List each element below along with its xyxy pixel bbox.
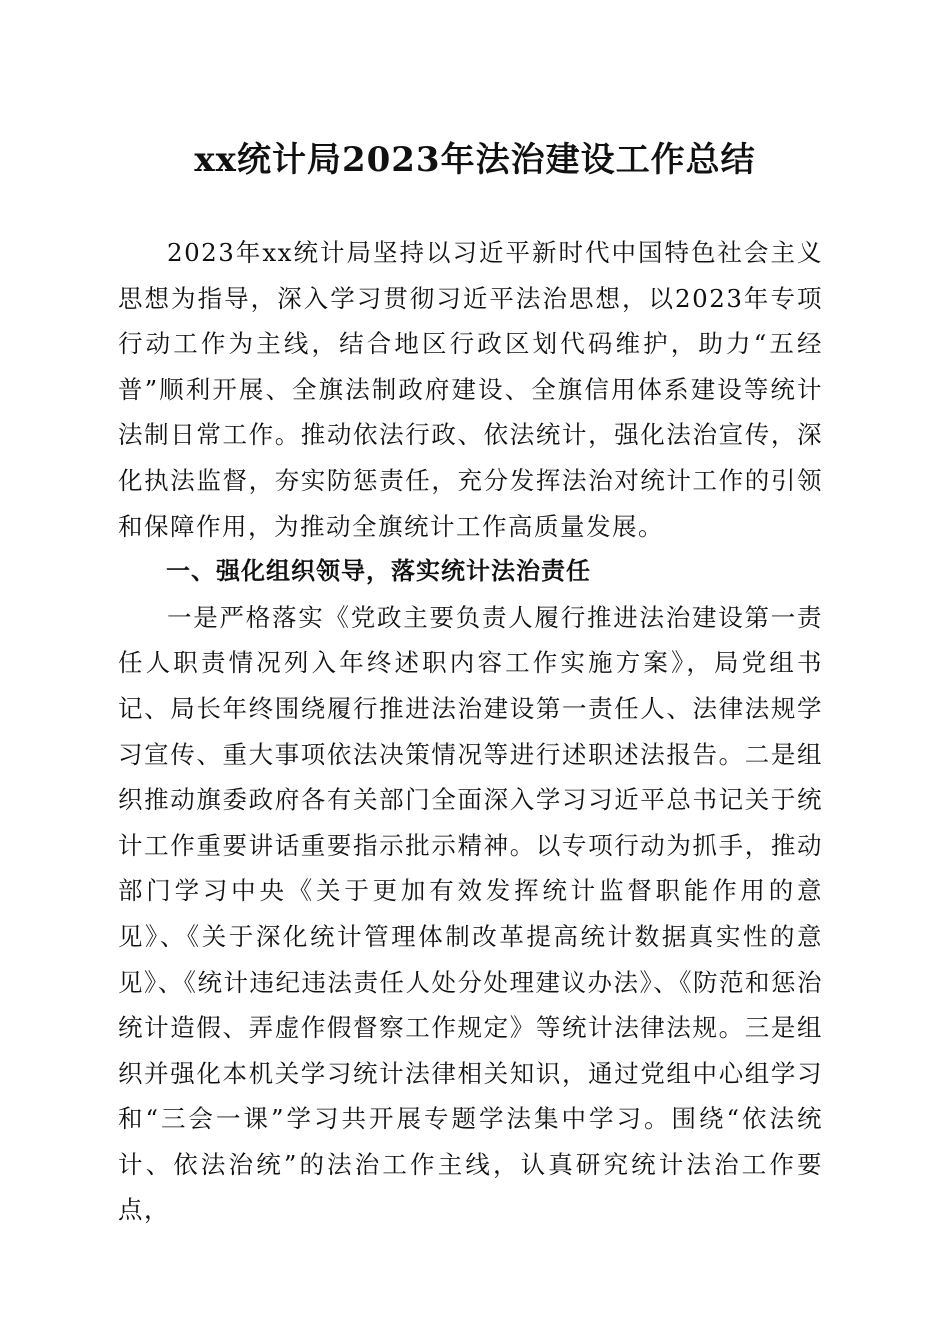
document-title: xx统计局2023年法治建设工作总结 xyxy=(194,140,756,180)
document-body xyxy=(118,230,823,1233)
intro-paragraph: 2023年xx统计局坚持以习近平新时代中国特色社会主义思想为指导，深入学习贯彻习近平法治思想，以2023年专项行动工作为主线，结合地区行政区划代码维护，助力“五经普”顺利开展、全旗法制政府建设、全旗信用体系建设等统计法制日常工作。推动依法行政、依法统计，强化法治宣传，深化执法监督，夯实防惩责任，充分发挥法治对统计工作的引领和保障作用，为推动全旗统计工作高质量发展。 xyxy=(118,238,823,541)
section-paragraph-1: 一是严格落实《党政主要负责人履行推进法治建设第一责任人职责情况列入年终述职内容工作实施方案》，局党组书记、局长年终围绕履行推进法治建设第一责任人、法律法规学习宣传、重大事项依法决策情况等进行述职述法报告。二是组织推动旗委政府各有关部门全面深入学习习近平总书记关于统计工作重要讲话重要指示批示精神。以专项行动为抓手，推动部门学习中央《关于更加有效发挥统计监督职能作用的意见》、《关于深化统计管理体制改革提高统计数据真实性的意见》、《统计违纪违法责任人处分处理建议办法》、《防范和惩治统计造假、弄虚作假督察工作规定》等统计法律法规。三是组织并强化本机关学习统计法律相关知识，通过党组中心组学习和“三会一课”学习共开展专题学法集中学习。围绕“依法统计、依法治统”的法治工作主线，认真研究统计法治工作要点， xyxy=(118,602,823,1225)
section-heading-1: 一、强化组织领导，落实统计法治责任 xyxy=(166,557,591,586)
